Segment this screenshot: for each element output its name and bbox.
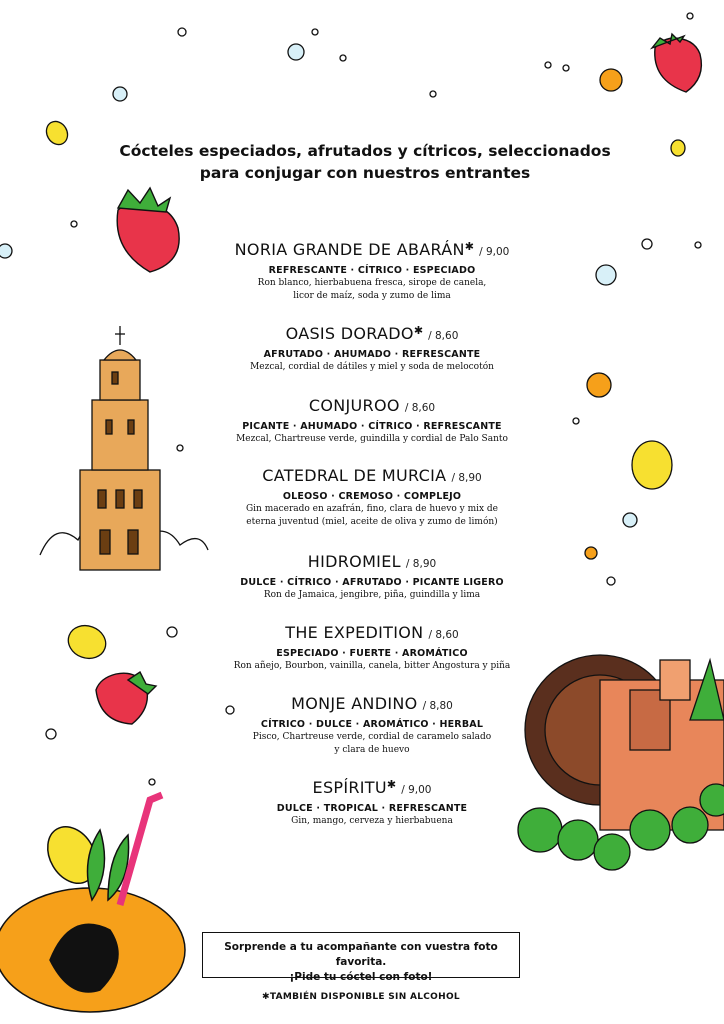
menu-heading <box>100 140 630 184</box>
cocktail-name: THE EXPEDITION <box>285 623 424 642</box>
cocktail-item <box>210 623 534 673</box>
strawberries <box>96 34 701 724</box>
noria-illustration <box>518 655 724 870</box>
cocktail-description <box>210 589 534 602</box>
description-line: Gin macerado en azafrán, fino, clara de huevo y mix de <box>245 504 499 514</box>
alcohol-free-star: ✱ <box>464 240 474 253</box>
cocktail-description <box>210 815 534 828</box>
description-line: eterna juventud (miel, aceite de oliva y zumo de limón) <box>246 516 498 527</box>
cocktail-price: / 8,80 <box>422 700 453 712</box>
cocktail-name: OASIS DORADO <box>285 324 414 343</box>
cocktail-name: HIDROMIEL <box>307 552 401 571</box>
description-line: Mezcal, Chartreuse verde, guindilla y cordial de Palo Santo <box>236 434 508 444</box>
description-line: y clara de huevo <box>334 744 410 755</box>
cocktail-price: / 9,00 <box>479 246 510 258</box>
heading-line-2: para conjugar con nuestros entrantes <box>199 164 531 182</box>
cocktail-price: / 8,60 <box>428 330 459 342</box>
cocktail-item <box>210 324 534 374</box>
cocktail-tags: DULCE · CÍTRICO · AFRUTADO · PICANTE LIGERO <box>240 577 504 588</box>
cocktail-description <box>210 731 534 756</box>
heading-line-1: Cócteles especiados, afrutados y cítricos, seleccionados <box>119 142 611 160</box>
cocktail-description <box>210 277 534 302</box>
cocktail-price: / 9,00 <box>401 784 432 796</box>
cocktail-tags: CÍTRICO · DULCE · AROMÁTICO · HERBAL <box>260 719 484 730</box>
cocktail-item <box>210 694 534 756</box>
cocktail-description <box>210 503 534 528</box>
cocktail-item <box>210 552 534 602</box>
alcohol-free-footnote: ✱TAMBIÉN DISPONIBLE SIN ALCOHOL <box>262 992 460 1002</box>
cocktail-price: / 8,90 <box>451 472 482 484</box>
cocktail-item <box>210 778 534 828</box>
description-line: Ron de Jamaica, jengibre, piña, guindilla y lima <box>263 590 481 600</box>
cocktail-name: CATEDRAL DE MURCIA <box>262 466 447 485</box>
cocktail-name: NORIA GRANDE DE ABARÁN <box>234 240 465 259</box>
alcohol-free-star: ✱ <box>413 324 424 337</box>
description-line: Ron añejo, Bourbon, vainilla, canela, bitter Angostura y piña <box>233 661 511 671</box>
cocktail-item <box>210 240 534 302</box>
cocktail-price: / 8,90 <box>405 558 437 570</box>
cocktail-tags: REFRESCANTE · CÍTRICO · ESPECIADO <box>268 265 476 276</box>
cocktail-description <box>210 361 534 374</box>
cocktail-item <box>210 466 534 528</box>
cocktail-price: / 8,60 <box>404 402 436 414</box>
cocktail-tags: PICANTE · AHUMADO · CÍTRICO · REFRESCANTE <box>242 421 502 432</box>
cocktail-item <box>210 396 534 446</box>
description-line: Pisco, Chartreuse verde, cordial de caramelo salado <box>252 732 492 742</box>
cta-line-1: Sorprende a tu acompañante con vuestra foto favorita. <box>224 941 498 968</box>
description-line: Ron blanco, hierbabuena fresca, sirope de canela, <box>257 278 487 288</box>
cocktail-tags: ESPECIADO · FUERTE · AROMÁTICO <box>276 648 468 659</box>
cocktail-tags: AFRUTADO · AHUMADO · REFRESCANTE <box>263 349 481 360</box>
cocktail-description <box>210 433 534 446</box>
description-line: Gin, mango, cerveza y hierbabuena <box>291 816 453 826</box>
cocktail-description <box>210 660 534 673</box>
alcohol-free-star: ✱ <box>386 778 397 791</box>
cocktail-name: ESPÍRITU <box>312 778 387 797</box>
cocktail-price: / 8,60 <box>428 629 459 641</box>
cocktail-name: CONJUROO <box>308 396 400 415</box>
cta-line-2: ¡Pide tu cóctel con foto! <box>289 971 433 983</box>
description-line: Mezcal, cordial de dátiles y miel y soda de melocotón <box>250 362 494 372</box>
description-line: licor de maíz, soda y zumo de lima <box>293 290 451 301</box>
cocktail-illustration <box>0 795 185 1012</box>
cocktail-tags: DULCE · TROPICAL · REFRESCANTE <box>276 803 468 814</box>
cocktail-name: MONJE ANDINO <box>291 694 418 713</box>
photo-cocktail-box <box>202 932 520 983</box>
cocktail-tags: OLEOSO · CREMOSO · COMPLEJO <box>282 491 462 502</box>
